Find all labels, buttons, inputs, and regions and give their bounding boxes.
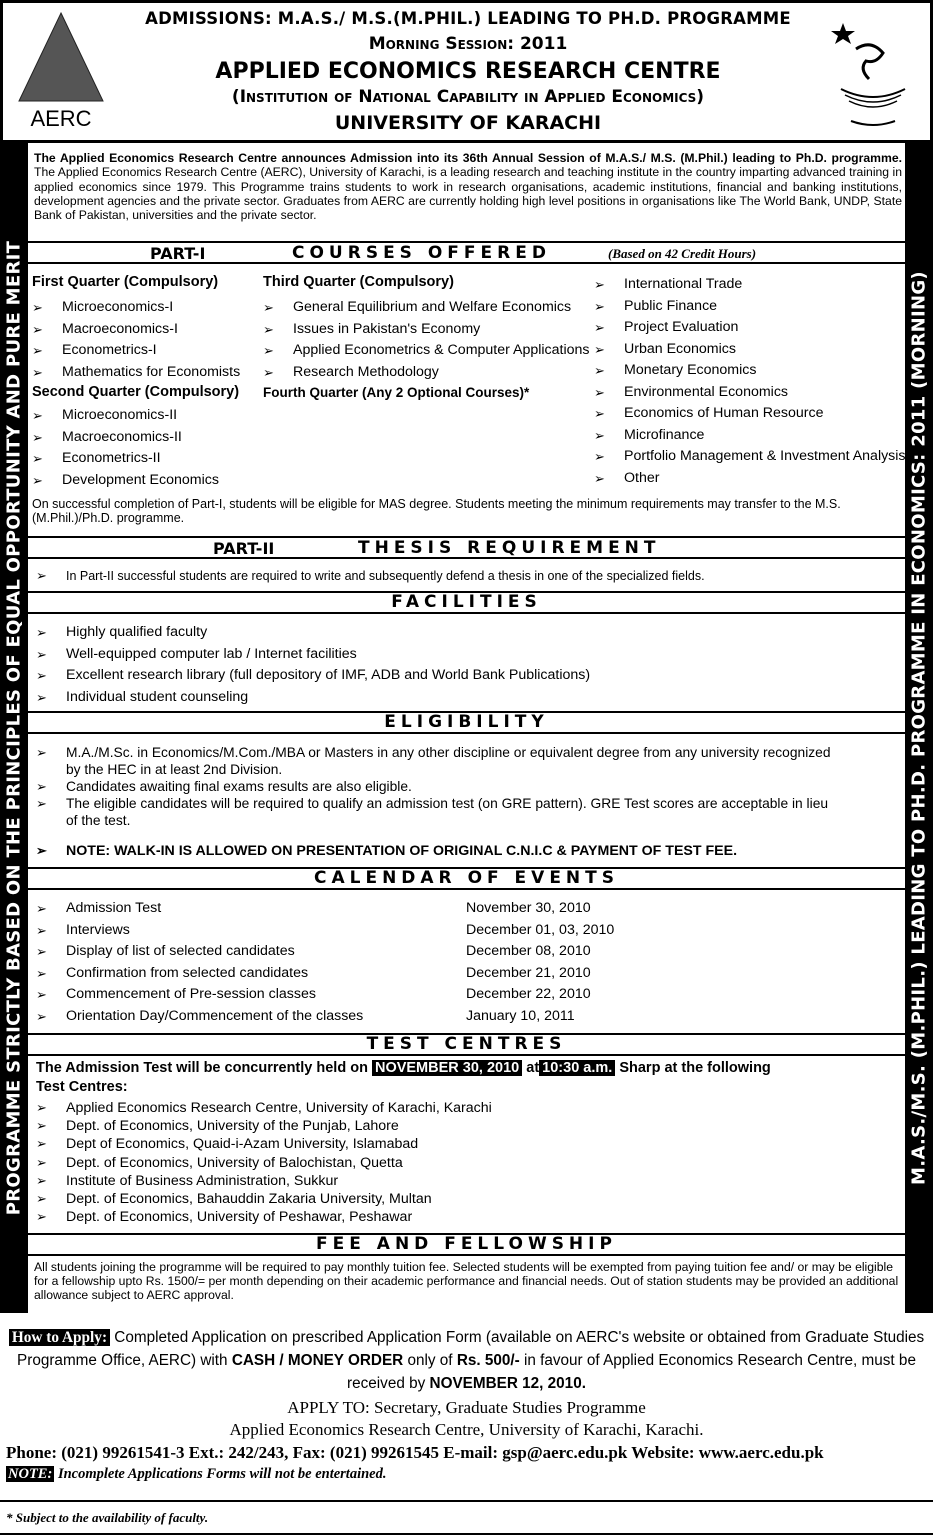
arrow-bullet-icon: ➢	[36, 1191, 47, 1207]
test-tail: Sharp at the following	[619, 1060, 771, 1076]
event-date: December 08, 2010	[466, 943, 591, 959]
arrow-bullet-icon: ➢	[32, 408, 43, 423]
list-item: ➢ Institute of Business Administration, Sukkur	[36, 1172, 339, 1189]
note-label: NOTE:	[8, 1466, 53, 1482]
note-text: Incomplete Applications Forms will not be entertained.	[54, 1466, 387, 1482]
test-date-highlight: NOVEMBER 30, 2010	[372, 1060, 522, 1076]
list-item: ➢ Environmental Economics	[594, 382, 906, 404]
arrow-bullet-icon: ➢	[36, 689, 47, 705]
fee-paragraph: All students joining the programme will be required to pay monthly tuition fee. Selected students will be exempted from paying tuition fee and/ or may be eligible for a fellowship upto Rs. 1500/= per month depending on their academic performance and financial needs. Out of station students may be provided an additional allowance subject to AERC approval.	[34, 1260, 899, 1303]
list-item: ➢ Dept. of Economics, University of Balochistan, Quetta	[36, 1154, 403, 1171]
arrow-bullet-icon: ➢	[594, 320, 605, 335]
list-item: ➢ Mathematics for Economists	[32, 362, 240, 384]
arrow-bullet-icon: ➢	[36, 779, 47, 794]
fee-section-header	[28, 1233, 905, 1256]
list-item: ➢ M.A./M.Sc. in Economics/M.Com./MBA or Masters in any other discipline or equivalent degree from any university recognized by the HEC in at least 2nd Division.	[36, 745, 831, 777]
how-to-apply-label: How to Apply:	[9, 1329, 110, 1346]
right-sidebar-text: M.A.S./M.S. (M.PHIL.) LEADING TO PH.D. PROGRAMME IN ECONOMICS: 2011 (MORNING)	[908, 271, 930, 1185]
arrow-bullet-icon: ➢	[36, 1100, 47, 1115]
list-item: ➢ Econometrics-II	[32, 448, 219, 470]
arrow-bullet-icon: ➢	[36, 922, 47, 938]
arrow-bullet-icon: ➢	[263, 321, 274, 337]
calendar-title: CALENDAR OF EVENTS	[313, 868, 619, 888]
event-date: December 21, 2010	[466, 964, 591, 981]
list-item: ➢ Dept of Economics, Quaid-i-Azam University, Islamabad	[36, 1136, 419, 1153]
list-item: ➢ Orientation Day/Commencement of the classes	[36, 1006, 363, 1028]
test-centres-section-header	[28, 1033, 905, 1056]
arrow-bullet-icon: ➢	[594, 406, 605, 421]
arrow-bullet-icon: ➢	[36, 625, 47, 640]
list-item: ➢ Microeconomics-II	[32, 405, 219, 427]
aerc-logo-text: AERC	[30, 106, 92, 131]
header-subtitle: (Institution of National Capability in Applied Economics)	[231, 87, 705, 107]
footer	[0, 1500, 933, 1535]
arrow-bullet-icon: ➢	[594, 449, 605, 464]
list-item: ➢ Applied Econometrics & Computer Applications	[263, 340, 590, 362]
calendar-section-header	[28, 867, 905, 890]
arrow-bullet-icon: ➢	[36, 901, 47, 916]
arrow-bullet-icon: ➢	[36, 796, 47, 811]
list-item: ➢ Highly qualified faculty	[36, 622, 590, 644]
list-item: ➢ Other	[594, 468, 906, 490]
header-line-2: Morning Session: 2011	[368, 34, 568, 54]
thesis-list	[36, 567, 705, 585]
optional-courses-list	[594, 274, 906, 489]
walk-in-note-list	[36, 841, 737, 861]
second-quarter-list	[32, 405, 219, 491]
third-quarter-heading: Third Quarter (Compulsory)	[263, 274, 454, 290]
list-item: ➢ In Part-II successful students are required to write and subsequently defend a thesis in one of the specialized fields.	[36, 568, 705, 583]
university-of-karachi-seal	[821, 9, 925, 133]
list-item: ➢ Individual student counseling	[36, 687, 590, 709]
thesis-section-header	[28, 536, 905, 559]
header-university: UNIVERSITY OF KARACHI	[334, 112, 602, 134]
arrow-bullet-icon: ➢	[594, 384, 605, 400]
facilities-list	[36, 622, 590, 708]
list-item: ➢ Issues in Pakistan's Economy	[263, 319, 590, 341]
facilities-title: FACILITIES	[391, 592, 542, 612]
list-item: ➢ Interviews	[36, 920, 363, 942]
list-item: ➢ Portfolio Management & Investment Analysis	[594, 446, 906, 468]
how-to-apply-text-1: Completed Application on prescribed Application Form (available on AERC's website or obtained from Graduate Studies	[110, 1329, 925, 1346]
applications-note	[6, 1466, 387, 1483]
arrow-bullet-icon: ➢	[36, 668, 47, 683]
test-centres-label: Test Centres:	[36, 1079, 128, 1095]
intro-bold: The Applied Economics Research Centre announces Admission into its 36th Annual Session of M.A.S./ M.S. (M.Phil.) leading to Ph.D. programme.	[34, 151, 902, 165]
list-item: ➢ Urban Economics	[594, 339, 906, 361]
arrow-bullet-icon: ➢	[36, 1118, 47, 1134]
part-ii-label: PART-II	[213, 539, 275, 558]
test-time-highlight: 10:30 a.m.	[539, 1060, 615, 1076]
aerc-logo	[11, 9, 111, 133]
intro-text: The Applied Economics Research Centre (AERC), University of Karachi, is a leading research and teaching institute in the country imparting advanced training in applied economics since 1979. This Programme trains students to work in research organisations, academic institutions, financial and banking institutions, development agencies and the private sector. Graduates from AERC are currently holding high level positions in organisations like The World Bank, UNDP, State Bank of Pakistan, universities and the private sector.	[34, 165, 902, 223]
arrow-bullet-icon: ➢	[263, 343, 274, 358]
arrow-bullet-icon: ➢	[36, 965, 47, 981]
courses-section-header	[28, 241, 905, 264]
list-item: ➢ Applied Economics Research Centre, University of Karachi, Karachi	[36, 1100, 492, 1116]
arrow-bullet-icon: ➢	[32, 321, 43, 337]
list-item: ➢ Well-equipped computer lab / Internet facilities	[36, 644, 590, 666]
list-item: ➢ Econometrics-I	[32, 340, 240, 362]
list-item: ➢ Economics of Human Resource	[594, 403, 906, 425]
list-item: ➢ Public Finance	[594, 296, 906, 318]
test-centres-title: TEST CENTRES	[366, 1034, 567, 1054]
test-at: at	[526, 1060, 540, 1076]
arrow-bullet-icon: ➢	[36, 1136, 47, 1152]
list-item: ➢ Project Evaluation	[594, 317, 906, 339]
test-date-line	[36, 1060, 771, 1076]
second-quarter-heading: Second Quarter (Compulsory)	[32, 384, 240, 400]
apply-to-address: Applied Economics Research Centre, University of Karachi, Karachi.	[229, 1420, 704, 1439]
arrow-bullet-icon: ➢	[36, 944, 47, 959]
arrow-bullet-icon: ➢	[36, 1154, 47, 1170]
credit-hours-note: (Based on 42 Credit Hours)	[608, 246, 757, 261]
header-line-1: ADMISSIONS: M.A.S./ M.S.(M.PHIL.) LEADING TO PH.D. PROGRAMME	[145, 9, 791, 28]
arrow-bullet-icon: ➢	[36, 568, 47, 583]
arrow-bullet-icon: ➢	[32, 451, 43, 466]
arrow-bullet-icon: ➢	[32, 300, 43, 315]
list-item: ➢ Admission Test	[36, 898, 363, 920]
list-item: ➢ International Trade	[594, 274, 906, 296]
list-item: ➢ Macroeconomics-I	[32, 319, 240, 341]
apply-to-line: APPLY TO: Secretary, Graduate Studies Programme	[287, 1398, 646, 1417]
main-content	[28, 143, 905, 1313]
list-item: ➢ Development Economics	[32, 470, 219, 492]
list-item: ➢ General Equilibrium and Welfare Economics	[263, 297, 590, 319]
arrow-bullet-icon: ➢	[32, 472, 43, 488]
fourth-quarter-heading: Fourth Quarter (Any 2 Optional Courses)*	[263, 385, 530, 400]
list-item: ➢ Dept. of Economics, University of Peshawar, Peshawar	[36, 1209, 413, 1226]
how-to-apply-line-1	[0, 1327, 933, 1349]
list-item: ➢ Microfinance	[594, 425, 906, 447]
facilities-section-header	[28, 591, 905, 614]
eligibility-title: ELIGIBILITY	[384, 712, 549, 732]
list-item: ➢ Microeconomics-I	[32, 297, 240, 319]
footnote: * Subject to the availability of faculty.	[6, 1510, 209, 1525]
test-centres-list	[36, 1099, 492, 1226]
arrow-bullet-icon: ➢	[36, 646, 47, 662]
arrow-bullet-icon: ➢	[36, 843, 47, 858]
list-item: ➢ Display of list of selected candidates	[36, 941, 363, 963]
list-item: ➢ Macroeconomics-II	[32, 427, 219, 449]
list-item: ➢ Confirmation from selected candidates	[36, 963, 363, 985]
intro-paragraph	[34, 151, 902, 222]
event-date: January 10, 2011	[466, 1007, 575, 1024]
arrow-bullet-icon: ➢	[32, 364, 43, 380]
list-item: ➢ Candidates awaiting final exams results are also eligible.	[36, 779, 412, 794]
event-date: December 01, 03, 2010	[466, 921, 615, 938]
first-quarter-list	[32, 297, 240, 383]
arrow-bullet-icon: ➢	[32, 429, 43, 445]
left-sidebar-text: PROGRAMME STRICTLY BASED ON THE PRINCIPLES OF EQUAL OPPORTUNITY AND PURE MERIT	[3, 240, 25, 1216]
how-to-apply-line-3: received by NOVEMBER 12, 2010.	[347, 1375, 586, 1392]
arrow-bullet-icon: ➢	[36, 1008, 47, 1024]
arrow-bullet-icon: ➢	[594, 298, 605, 314]
eligibility-list	[36, 744, 831, 829]
completion-note: On successful completion of Part-I, students will be eligible for MAS degree. Students meeting the minimum requirements may transfer to the M.S. (M.Phil.)/Ph.D. programme.	[32, 497, 841, 526]
right-sidebar-banner	[905, 143, 933, 1313]
calendar-list	[36, 898, 363, 1027]
walk-in-note: ➢ NOTE: WALK-IN IS ALLOWED ON PRESENTATION OF ORIGINAL C.N.I.C & PAYMENT OF TEST FEE.	[36, 843, 738, 859]
arrow-bullet-icon: ➢	[594, 341, 605, 357]
arrow-bullet-icon: ➢	[594, 277, 605, 292]
arrow-bullet-icon: ➢	[594, 427, 605, 443]
arrow-bullet-icon: ➢	[263, 300, 274, 315]
courses-title: COURSES OFFERED	[292, 243, 551, 263]
thesis-title: THESIS REQUIREMENT	[358, 538, 661, 558]
arrow-bullet-icon: ➢	[36, 1209, 47, 1225]
arrow-bullet-icon: ➢	[594, 470, 605, 486]
contact-details: Phone: (021) 99261541-3 Ext.: 242/243, Fax: (021) 99261545 E-mail: gsp@aerc.edu.pk Website: www.aerc.edu.pk	[6, 1443, 824, 1462]
test-lead: The Admission Test will be concurrently held on	[36, 1060, 368, 1076]
list-item: ➢ Commencement of Pre-session classes	[36, 984, 363, 1006]
event-date: December 22, 2010	[466, 986, 591, 1002]
list-item: ➢ The eligible candidates will be required to qualify an admission test (on GRE pattern). GRE Test scores are acceptable in lieu of the test.	[36, 796, 829, 828]
first-quarter-heading: First Quarter (Compulsory)	[32, 274, 219, 290]
event-date: November 30, 2010	[466, 900, 591, 916]
arrow-bullet-icon: ➢	[263, 364, 274, 380]
calendar-dates	[466, 898, 614, 1027]
list-item: ➢ Excellent research library (full depository of IMF, ADB and World Bank Publications)	[36, 665, 590, 687]
arrow-bullet-icon: ➢	[36, 745, 47, 760]
eligibility-section-header	[28, 711, 905, 734]
arrow-bullet-icon: ➢	[36, 1172, 47, 1188]
list-item: ➢ Dept. of Economics, University of the Punjab, Lahore	[36, 1118, 399, 1135]
header	[0, 0, 933, 143]
arrow-bullet-icon: ➢	[32, 343, 43, 358]
list-item: ➢ Research Methodology	[263, 362, 590, 384]
part-i-label: PART-I	[150, 244, 206, 263]
third-quarter-list	[263, 297, 590, 383]
fee-title: FEE AND FELLOWSHIP	[316, 1234, 617, 1254]
how-to-apply-line-2: Programme Office, AERC) with CASH / MONEY ORDER only of Rs. 500/- in favour of Applied Economics Research Centre, must be	[17, 1352, 916, 1369]
arrow-bullet-icon: ➢	[36, 987, 47, 1002]
left-sidebar-banner	[0, 143, 28, 1313]
list-item: ➢ Monetary Economics	[594, 360, 906, 382]
header-title: APPLIED ECONOMICS RESEARCH CENTRE	[215, 59, 721, 84]
arrow-bullet-icon: ➢	[594, 363, 605, 378]
list-item: ➢ Dept. of Economics, Bahauddin Zakaria University, Multan	[36, 1191, 432, 1208]
